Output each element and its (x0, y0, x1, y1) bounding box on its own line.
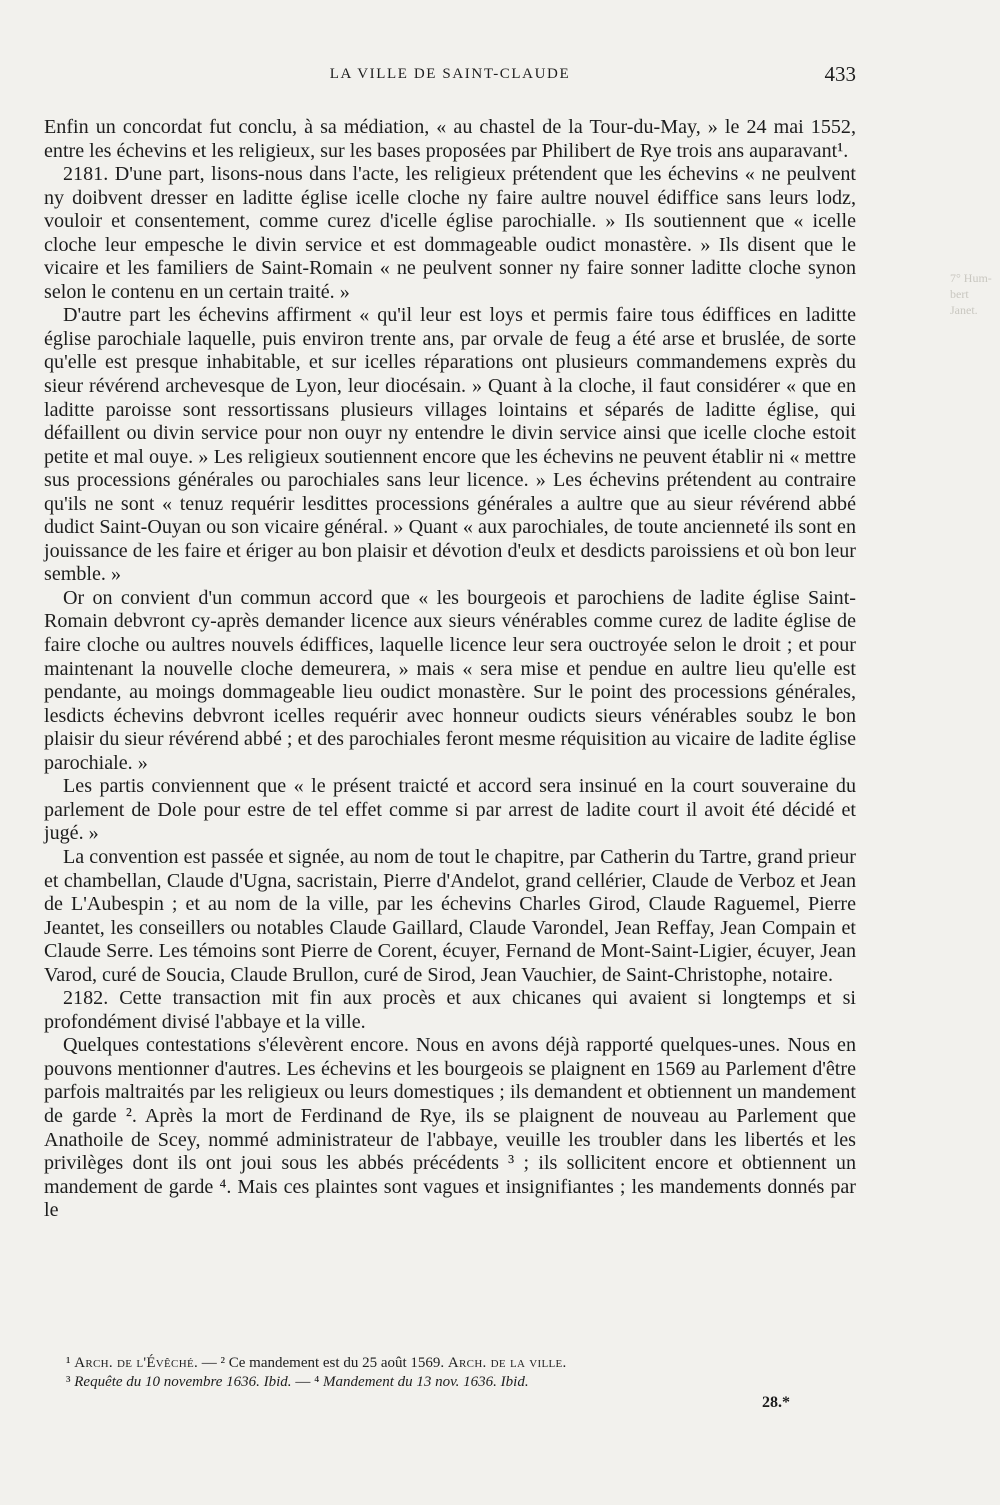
footnote-line (66, 1373, 826, 1392)
footnote-text: Ce mandement est du 25 août 1569. (225, 1355, 448, 1371)
body-text (44, 116, 856, 1223)
footnote-separator: — (291, 1374, 315, 1390)
paragraph: Or on convient d'un commun accord que « les bourgeois et parochiens de ladite église Saint-Romain debvront cy-après demander licence aux sieurs vénérables comme curez de ladite église de faire cloche ou aultres nouvels édiffices, laquelle licence leur sera ouctroyée selon le droit ; et pour maintenant la nouvelle cloche demeurera, » mais « sera mise et pendue en aultre lieu qu'elle est pendante, au moings dommageable lieu oudict monastère. Sur le point des processions générales, lesdicts échevins debvront icelles requérir avec honneur oudicts sieurs vénérables soubz le bon plaisir du sieur révérend abbé ; et des parochiales feront mesme réquisition au vicaire de ladite église parochiale. » (44, 586, 856, 774)
footnote-text: Mandement du 13 nov. 1636. Ibid. (319, 1374, 529, 1390)
footnote-source: Arch. de l'Évêché. (74, 1355, 199, 1371)
paragraph: 2182. Cette transaction mit fin aux procès et aux chicanes qui avaient si longtemps et si profondément divisé l'abbaye et la ville. (44, 987, 856, 1033)
footnote-separator: — (198, 1355, 221, 1371)
paragraph: La convention est passée et signée, au nom de tout le chapitre, par Catherin du Tartre, grand prieur et chambellan, Claude d'Ugna, sacristain, Pierre d'Andelot, grand cellérier, Claude de Verboz et Jean de L'Aubespin ; et au nom de la ville, par les échevins Charles Girod, Claude Raguemel, Pierre Jeantet, les conseillers ou notables Claude Gaillard, Claude Varondel, Jean Reffay, Jean Compain et Claude Serre. Les témoins sont Pierre de Corent, écuyer, Fernand de Mont-Saint-Ligier, écuyer, Jean Varod, curé de Soucia, Claude Brullon, curé de Sirod, Jean Vauchier, de Saint-Christophe, notaire. (44, 845, 856, 986)
footnote-text: Requête du 10 novembre 1636. Ibid. (70, 1374, 292, 1390)
running-head (44, 62, 856, 92)
running-title: LA VILLE DE SAINT-CLAUDE (329, 66, 571, 82)
paragraph: D'autre part les échevins affirment « qu'il leur est loys et permis faire tous édiffices en laditte église parochiale laquelle, puis environ trente ans, par orvale de feug a été arse et bruslée, de sorte qu'elle est presque inhabitable, et sur icelles réparations ont plusieurs commandemens exprès du sieur révérend archevesque de Lyon, leur diocésain. » Quant à la cloche, il faut considérer « que en laditte paroisse sont ressortissans plusieurs villages lointains et séparés de laditte église, qui défaillent ou divin service pour non ouyr ny entendre le divin service ainsi que icelle cloche estoit petite et mal ouye. » Les religieux soutiennent encore que les échevins ne peuvent établir ni « mettre sus processions générales ou parochiales sans leur licence. » Les échevins prétendent au contraire qu'ils ne sont « tenuz requérir lesdittes processions générales a aultre que au sieur révérend abbé dudict Saint-Ouyan ou son vicaire général. » Quant « aux parochiales, de toute ancienneté ils sont en jouissance de les faire et ériger au bon plaisir et dévotion d'eulx et desdicts paroissiens et où bon leur semble. » (44, 304, 856, 586)
footnote-marker: ¹ (66, 1355, 71, 1371)
paragraph: 2181. D'une part, lisons-nous dans l'acte, les religieux prétendent que les échevins « ne peulvent ny doibvent dresser en laditte église icelle cloche ny faire aultre nouvel édiffice sans leurs lodz, vouloir et consentement, comme curez d'icelle église parochialle. » Ils soutiennent que « icelle cloche leur empesche le divin service et est dommageable oudict monastère. » Ils disent que le vicaire et les familiers de Saint-Romain « ne peulvent sonner ny faire sonner laditte cloche synon selon le contenu en un certain traité. » (44, 163, 856, 303)
margin-note: 7° Hum- bert Janet. (950, 271, 992, 317)
footnote-line (66, 1354, 826, 1373)
page-number: 433 (824, 62, 856, 86)
footnote-marker: ⁴ (314, 1374, 320, 1390)
footnote-marker: ² (220, 1355, 226, 1371)
paragraph: Les partis conviennent que « le présent traicté et accord sera insinué en la court souveraine du parlement de Dole pour estre de tel effet comme si par arrest de ladite court il avoit été décidé et jugé. » (44, 775, 856, 845)
footnotes (66, 1354, 826, 1392)
paragraph: Enfin un concordat fut conclu, à sa médiation, « au chastel de la Tour-du-May, » le 24 mai 1552, entre les échevins et les religieux, sur les bases proposées par Philibert de Rye trois ans auparavant¹. (44, 116, 856, 162)
footnote-source: Arch. de la ville. (447, 1355, 567, 1371)
footnote-marker: ³ (66, 1374, 71, 1390)
paragraph: Quelques contestations s'élevèrent encore. Nous en avons déjà rapporté quelques-unes. Nous en pouvons mentionner d'autres. Les échevins et les bourgeois se plaignent en 1569 au Parlement d'être parfois maltraités par les religieux ou leurs domestiques ; ils demandent et obtiennent un mandement de garde ². Après la mort de Ferdinand de Rye, ils se plaignent de nouveau au Parlement que Anathoile de Scey, nommé administrateur de l'abbaye, veuille les troubler dans les libertés et les privilèges dont ils ont joui sous les abbés précédents ³ ; ils sollicitent encore et obtiennent un mandement de garde ⁴. Mais ces plaintes sont vagues et insignifiantes ; les mandements donnés par le (44, 1034, 856, 1222)
signature-mark: 28.* (762, 1394, 790, 1411)
